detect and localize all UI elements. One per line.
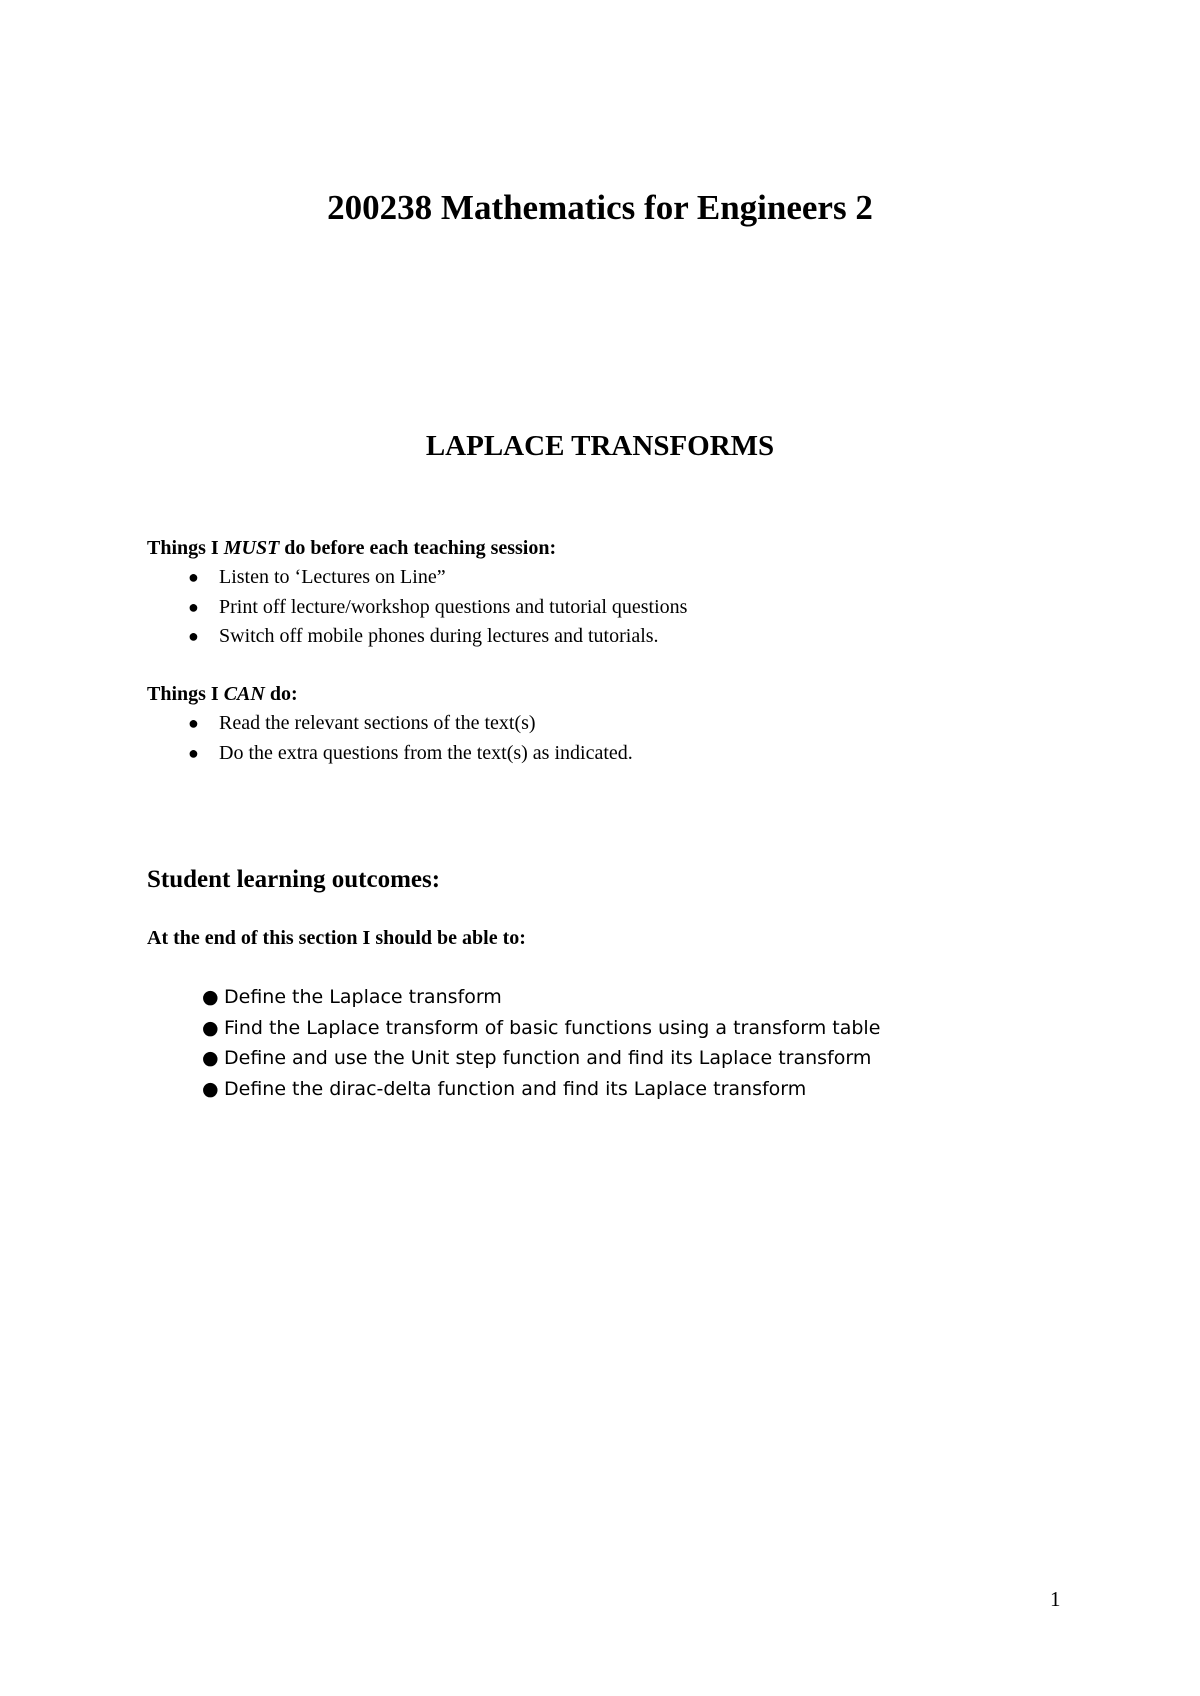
can-do-list xyxy=(147,709,1097,768)
bullet-icon: ● xyxy=(202,986,219,1008)
page-number: 1 xyxy=(1050,1587,1061,1611)
bullet-icon: ● xyxy=(188,742,199,763)
must-do-list xyxy=(147,563,1097,652)
list-item: ● Read the relevant sections of the text(s) xyxy=(147,709,1097,739)
must-do-block xyxy=(147,535,1097,652)
outcomes-list xyxy=(147,982,880,1104)
bullet-icon: ● xyxy=(202,1047,219,1069)
list-item: ● Define the Laplace transform xyxy=(147,982,880,1013)
document-title: 200238 Mathematics for Engineers 2 xyxy=(327,188,873,227)
can-emphasis: CAN xyxy=(223,683,265,705)
outcomes-subtitle: At the end of this section I should be able to: xyxy=(147,927,526,949)
list-item: ● Switch off mobile phones during lectures and tutorials. xyxy=(147,622,1097,652)
list-item: ● Do the extra questions from the text(s) as indicated. xyxy=(147,739,1097,769)
section-title: LAPLACE TRANSFORMS xyxy=(425,430,775,462)
must-emphasis: MUST xyxy=(223,537,280,559)
bullet-icon: ● xyxy=(202,1016,219,1039)
can-do-heading: Things I CAN do: xyxy=(147,683,298,705)
can-do-block xyxy=(147,681,1097,768)
outcomes-title: Student learning outcomes: xyxy=(147,866,441,893)
list-item: ● Define and use the Unit step function and find its Laplace transform xyxy=(147,1043,880,1074)
bullet-icon: ● xyxy=(188,626,199,646)
bullet-icon: ● xyxy=(202,1077,219,1100)
bullet-icon: ● xyxy=(188,596,199,617)
bullet-icon: ● xyxy=(188,713,199,733)
must-do-heading: Things I MUST do before each teaching session: xyxy=(147,537,557,559)
list-item: ● Find the Laplace transform of basic functions using a transform table xyxy=(147,1013,880,1044)
list-item: ● Define the dirac-delta function and find its Laplace transform xyxy=(147,1074,880,1105)
list-item: ● Print off lecture/workshop questions and tutorial questions xyxy=(147,593,1097,623)
bullet-icon: ● xyxy=(188,567,199,587)
list-item: ● Listen to ‘Lectures on Line” xyxy=(147,563,1097,593)
